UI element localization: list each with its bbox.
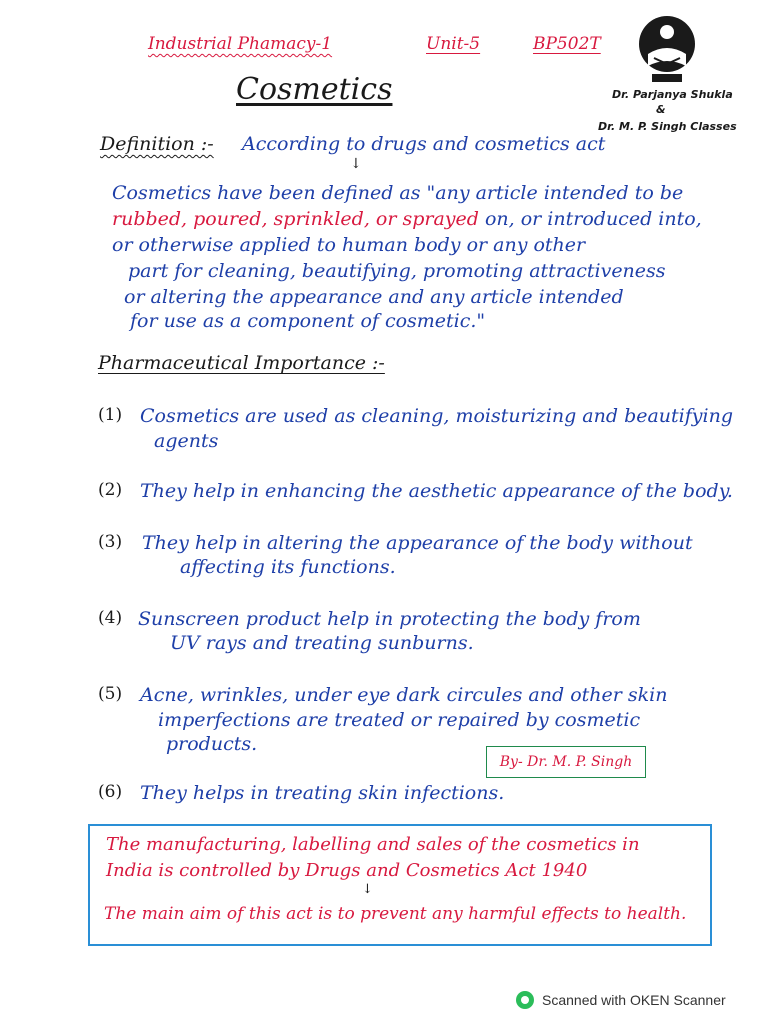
importance-heading: Pharmaceutical Importance :- xyxy=(98,352,385,374)
definition-line-1 xyxy=(112,182,683,204)
definition-line-4 xyxy=(128,260,666,282)
definition-text: on, or introduced into, xyxy=(478,208,702,230)
subject-title: Industrial Phamacy-1 xyxy=(148,34,333,54)
definition-text: for use as a component of cosmetic." xyxy=(130,310,486,332)
scanner-logo-icon xyxy=(516,991,534,1009)
note-line-2: India is controlled by Drugs and Cosmetics Act 1940 xyxy=(106,860,588,881)
act-note-box xyxy=(88,824,712,946)
point-number: (2) xyxy=(98,480,123,500)
point-3-line-1: They help in altering the appearance of the body without xyxy=(142,532,693,554)
definition-line-6 xyxy=(130,310,485,332)
classes-logo-icon xyxy=(634,14,700,88)
definition-label: Definition :- xyxy=(100,133,214,155)
page-title: Cosmetics xyxy=(236,72,393,107)
credit-ampersand: & xyxy=(656,103,666,116)
point-5-line-1: Acne, wrinkles, under eye dark circules and other skin xyxy=(140,684,668,706)
note-line-1: The manufacturing, labelling and sales of the cosmetics in xyxy=(106,834,640,855)
definition-text: or altering the appearance and any article intended xyxy=(124,286,624,308)
point-1-line-1: Cosmetics are used as cleaning, moisturizing and beautifying xyxy=(140,405,733,427)
author-byline: By- Dr. M. P. Singh xyxy=(486,746,646,778)
down-arrow-icon: ↓ xyxy=(362,882,373,897)
point-5-line-3: products. xyxy=(166,733,258,755)
course-code: BP502T xyxy=(533,34,601,54)
unit-label: Unit-5 xyxy=(426,34,481,54)
scanner-text: Scanned with OKEN Scanner xyxy=(542,992,726,1008)
scanner-watermark xyxy=(516,991,726,1009)
point-3-line-2: affecting its functions. xyxy=(180,556,396,578)
definition-text: part for cleaning, beautifying, promoting attractiveness xyxy=(128,260,666,282)
point-number: (3) xyxy=(98,532,123,552)
point-number: (4) xyxy=(98,608,123,628)
point-number: (6) xyxy=(98,782,123,802)
point-4-line-1: Sunscreen product help in protecting the body from xyxy=(138,608,641,630)
definition-line-3 xyxy=(112,234,585,256)
credit-line-1: Dr. Parjanya Shukla xyxy=(612,88,733,101)
point-number: (1) xyxy=(98,405,123,425)
note-line-3: The main aim of this act is to prevent any harmful effects to health. xyxy=(104,904,687,924)
point-5-line-2: imperfections are treated or repaired by cosmetic xyxy=(158,709,641,731)
definition-text: or otherwise applied to human body or any other xyxy=(112,234,586,256)
definition-actions: rubbed, poured, sprinkled, or sprayed xyxy=(112,208,479,230)
definition-text: Cosmetics have been defined as "any article intended to be xyxy=(112,182,684,204)
definition-line-5 xyxy=(124,286,624,308)
point-4-line-2: UV rays and treating sunburns. xyxy=(170,632,474,654)
point-1-line-2: agents xyxy=(154,430,219,452)
point-6-line-1: They helps in treating skin infections. xyxy=(140,782,505,804)
point-number: (5) xyxy=(98,684,123,704)
down-arrow-icon: ↓ xyxy=(350,156,362,172)
definition-intro: According to drugs and cosmetics act xyxy=(242,133,606,155)
credit-line-2: Dr. M. P. Singh Classes xyxy=(598,120,737,133)
point-2-line-1: They help in enhancing the aesthetic appearance of the body. xyxy=(140,480,733,502)
definition-line-2 xyxy=(112,208,702,230)
